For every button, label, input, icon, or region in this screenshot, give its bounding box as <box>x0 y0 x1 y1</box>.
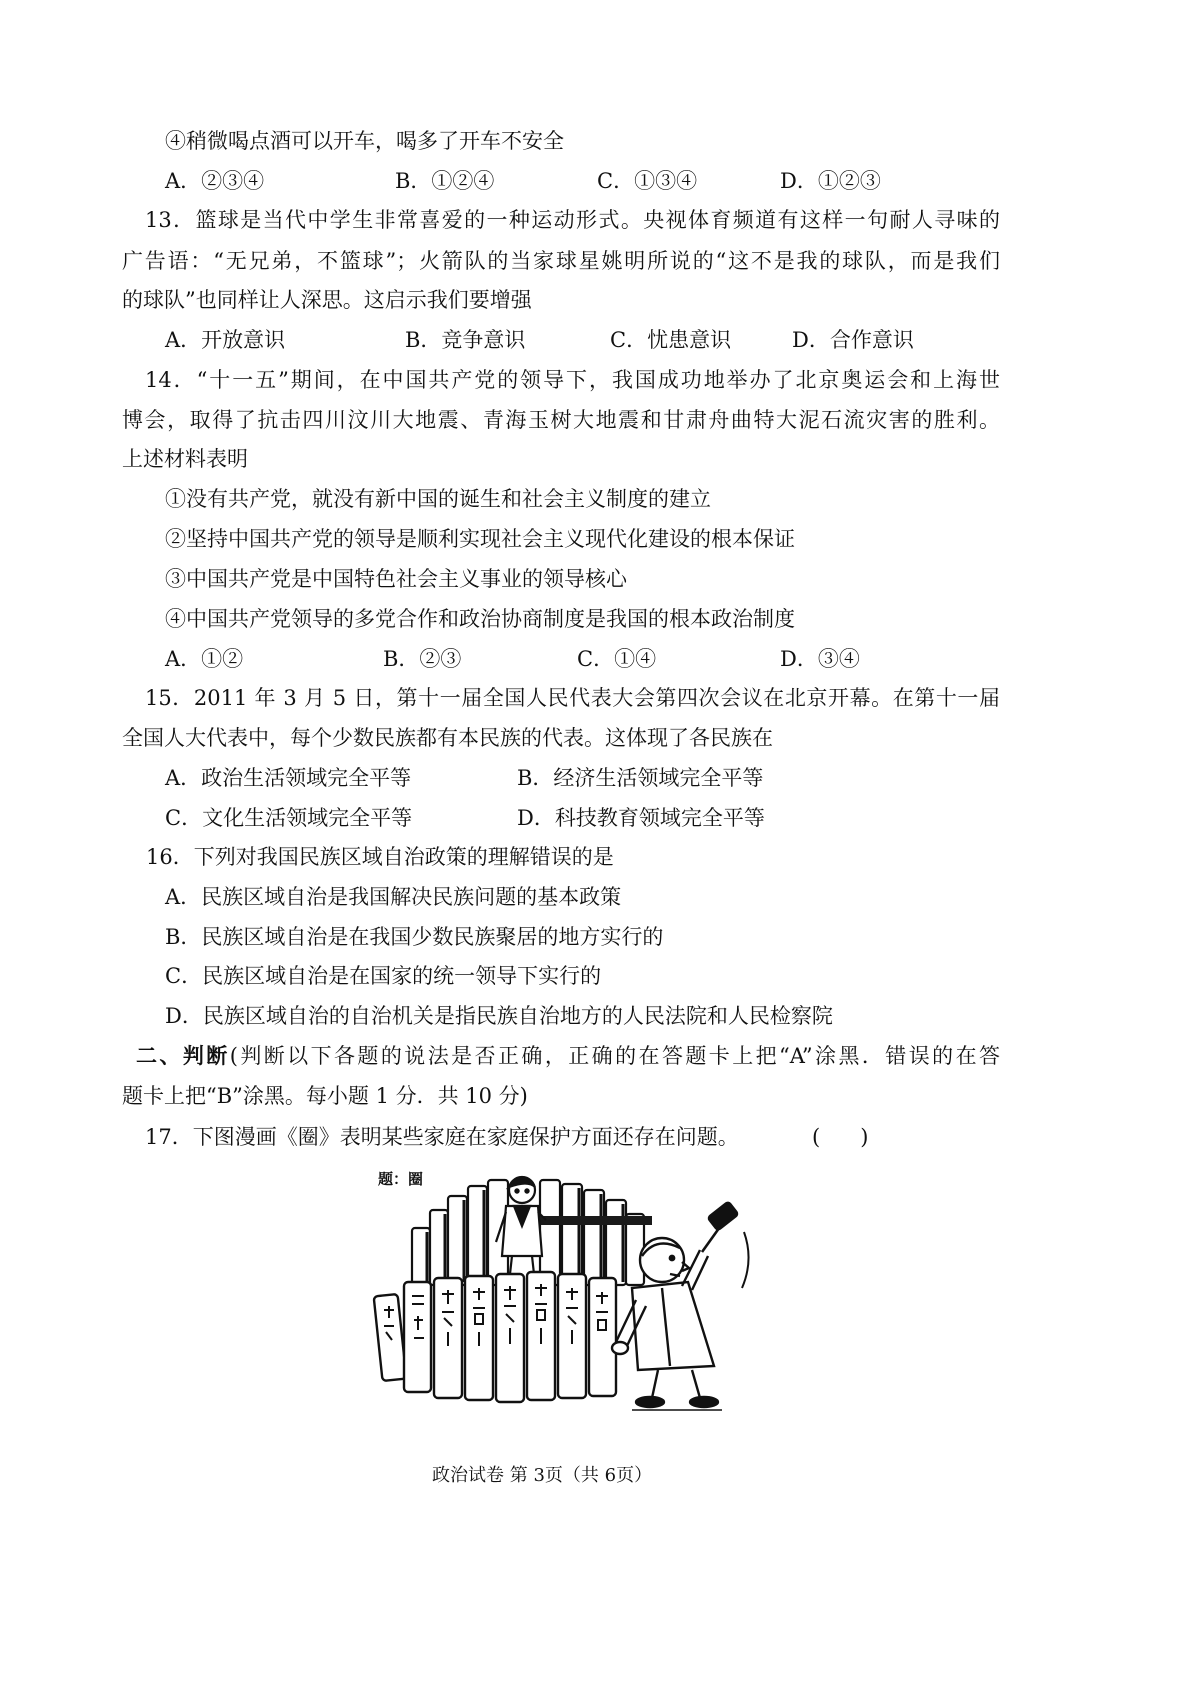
man-shoe <box>636 1397 664 1407</box>
q15-stem-line-2: 全国人大代表中，每个少数民族都有本民族的代表。这体现了各民族在 <box>122 726 773 750</box>
child-leg <box>510 1256 512 1274</box>
q12-option-a: A．②③④ <box>165 169 265 193</box>
q15-stem-line-1: 15．2011 年 3 月 5 日，第十一届全国人民代表大会第四次会议在北京开幕。在第十一届 <box>145 686 1000 710</box>
page-footer: 政治试卷 第 3页（共 6页） <box>432 1465 653 1486</box>
q13-stem-line-1: 13．篮球是当代中学生非常喜爱的一种运动形式。央视体育频道有这样一句耐人寻味的 <box>145 208 1000 232</box>
q14-option-d: D．③④ <box>780 647 860 671</box>
q14-stem-line-2: 博会，取得了抗击四川汶川大地震、青海玉树大地震和甘肃舟曲特大泥石流灾害的胜利。 <box>122 408 1000 432</box>
q13-option-b: B．竞争意识 <box>405 328 526 352</box>
child-eye <box>515 1189 518 1192</box>
man-eye <box>670 1256 674 1260</box>
q14-option-b: B．②③ <box>383 647 462 671</box>
q16-option-c: C．民族区域自治是在国家的统一领导下实行的 <box>165 964 602 988</box>
q15-option-c: C．文化生活领域完全平等 <box>165 806 413 830</box>
q14-item-2: ②坚持中国共产党的领导是顺利实现社会主义现代化建设的根本保证 <box>165 527 795 551</box>
man-leg <box>652 1370 658 1398</box>
q16-option-d: D．民族区域自治的自治机关是指民族自治地方的人民法院和人民检察院 <box>165 1004 833 1028</box>
motion-line <box>742 1232 749 1288</box>
q15-option-a: A．政治生活领域完全平等 <box>165 766 412 790</box>
q13-option-d: D．合作意识 <box>792 328 914 352</box>
child-eye <box>525 1189 528 1192</box>
q14-option-a: A．①② <box>165 647 244 671</box>
fence-front <box>374 1272 616 1402</box>
q13-stem-line-2: 广告语：“无兄弟，不篮球”；火箭队的当家球星姚明所说的“这不是我的球队，而是我们 <box>122 249 1000 273</box>
q13-option-a: A．开放意识 <box>165 328 286 352</box>
q12-option-c: C．①③④ <box>597 169 698 193</box>
q12-option-d: D．①②③ <box>780 169 881 193</box>
q14-option-c: C．①④ <box>577 647 657 671</box>
hammer <box>702 1202 738 1252</box>
cartoon-caption: 题：圈 <box>378 1170 424 1188</box>
q16-option-b: B．民族区域自治是在我国少数民族聚居的地方实行的 <box>165 925 664 949</box>
section2-instruction-line-1 <box>136 1043 1000 1069</box>
fence-plank <box>540 1180 560 1285</box>
q12-option-b: B．①②④ <box>395 169 495 193</box>
hammer-head <box>708 1202 738 1231</box>
q12-item-4: ④稍微喝点酒可以开车，喝多了开车不安全 <box>165 129 564 153</box>
q17-answer-blank: ( ) <box>812 1125 869 1149</box>
q13-stem-line-3: 的球队”也同样让人深思。这启示我们要增强 <box>122 288 532 312</box>
q16-option-a: A．民族区域自治是我国解决民族问题的基本政策 <box>165 885 622 909</box>
section2-instruction-line-2: 题卡上把“B”涂黑。每小题 1 分．共 10 分) <box>122 1084 528 1108</box>
man-shoe <box>690 1397 718 1407</box>
q14-item-1: ①没有共产党，就没有新中国的诞生和社会主义制度的建立 <box>165 487 711 511</box>
q14-stem-line-1: 14．“十一五”期间，在中国共产党的领导下，我国成功地举办了北京奥运会和上海世 <box>145 368 1000 392</box>
q15-option-b: B．经济生活领域完全平等 <box>517 766 764 790</box>
q13-option-c: C．忧患意识 <box>610 328 732 352</box>
section2-instruction-text: (判断以下各题的说法是否正确，正确的在答题卡上把“A”涂黑．错误的在答 <box>229 1044 1000 1068</box>
q14-item-4: ④中国共产党领导的多党合作和政治协商制度是我国的根本政治制度 <box>165 607 795 631</box>
q16-stem: 16．下列对我国民族区域自治政策的理解错误的是 <box>146 845 614 869</box>
q17-stem: 17．下图漫画《圈》表明某些家庭在家庭保护方面还存在问题。 <box>145 1125 739 1149</box>
q14-item-3: ③中国共产党是中国特色社会主义事业的领导核心 <box>165 567 627 591</box>
cartoon-illustration <box>370 1160 830 1415</box>
man-coat <box>632 1282 714 1370</box>
q14-stem-line-3: 上述材料表明 <box>122 447 248 471</box>
section2-title: 二、判断 <box>136 1043 230 1068</box>
man-hand <box>612 1342 628 1354</box>
railing-bar <box>540 1216 652 1225</box>
man-leg <box>692 1370 700 1398</box>
q15-option-d: D．科技教育领域完全平等 <box>517 806 765 830</box>
